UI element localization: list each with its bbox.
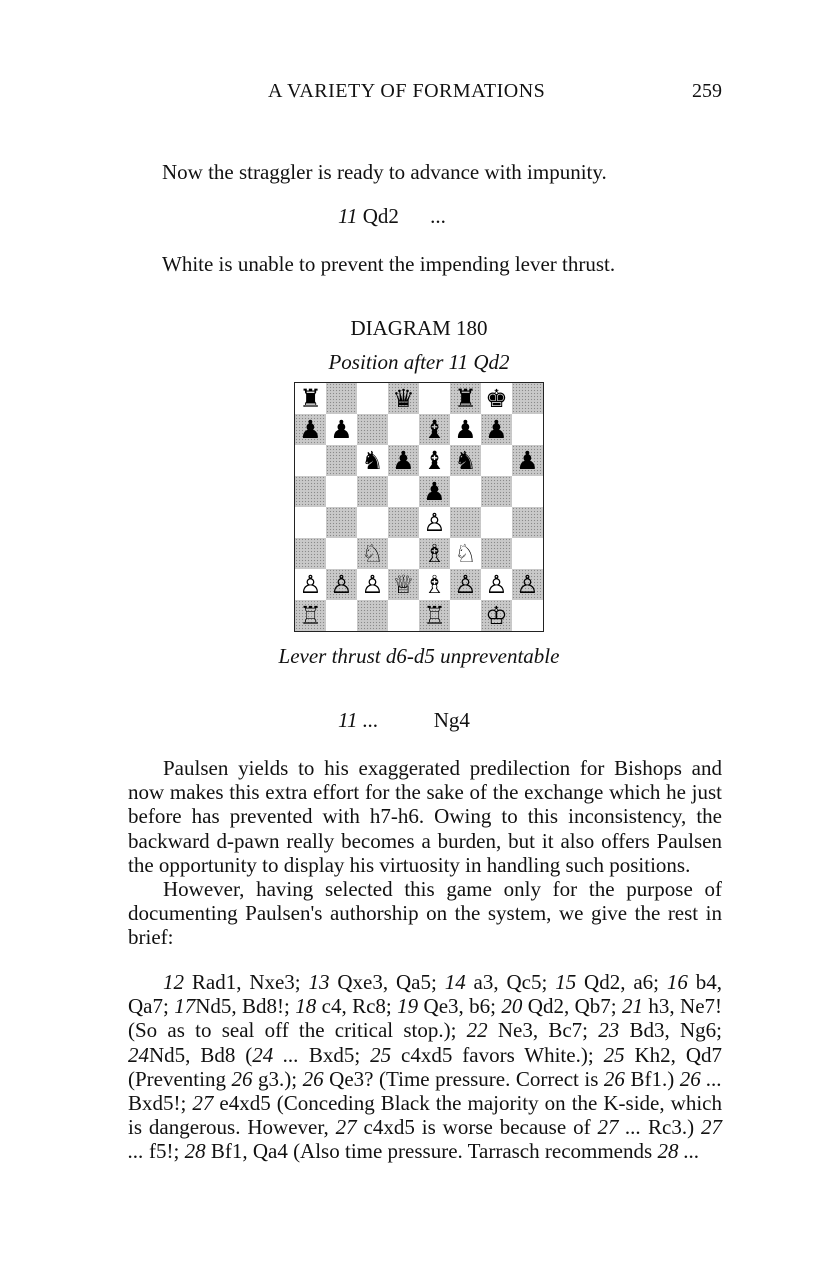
move-number: 26 [603, 1066, 625, 1091]
board-square [481, 538, 512, 569]
board-square [388, 476, 419, 507]
move-text: Bd3, Ng6; [619, 1018, 722, 1043]
board-square [388, 383, 419, 414]
move-text: Kh2, Qd7 (Preventing [128, 1042, 723, 1091]
move-text: Qe3? (Time pressure. Correct is [323, 1066, 604, 1091]
board-square [512, 507, 543, 538]
board-square [388, 507, 419, 538]
move-number: 14 [444, 970, 466, 994]
board-square [481, 507, 512, 538]
move-number: 27 [192, 1091, 214, 1116]
move-text: Rad1, Nxe3; [184, 970, 309, 994]
board-square [481, 414, 512, 445]
board-square [419, 383, 450, 414]
diagram-caption: Lever thrust d6-d5 unpreventable [278, 644, 560, 668]
chess-piece-icon: ♟ [392, 446, 415, 475]
move-text: c4xd5 is worse because of [356, 1115, 598, 1140]
chess-piece-icon: ♟ [485, 415, 508, 444]
move-number: 15 [555, 970, 577, 994]
board-square [481, 383, 512, 414]
board-square [481, 569, 512, 600]
board-square [295, 476, 326, 507]
move-line-white [338, 204, 446, 229]
move-text: Rc3.) [641, 1115, 701, 1140]
chess-piece-icon: ♜ [299, 384, 322, 413]
move-number: 17 [174, 994, 196, 1019]
chess-piece-icon: ♙ [330, 570, 353, 599]
chess-piece-icon: ♟ [330, 415, 353, 444]
board-square [481, 476, 512, 507]
chess-piece-icon: ♛ [392, 384, 415, 413]
move-text: Ng4 [433, 708, 470, 732]
move-number: 26 [231, 1066, 253, 1091]
board-square [481, 600, 512, 631]
page-header [0, 80, 838, 106]
move-number: 28 [184, 1139, 206, 1164]
chess-piece-icon: ♟ [423, 477, 446, 506]
move-text: e4xd5 (Conceding Black the majority on the K-side, which is dangerous. However, [128, 1091, 722, 1140]
board-square [357, 569, 388, 600]
move-text: Bxd5; [298, 1042, 371, 1067]
chess-piece-icon: ♚ [485, 384, 508, 413]
move-number: 16 [666, 970, 688, 994]
move-text: Ne3, Bc7; [487, 1018, 599, 1043]
board-square [357, 383, 388, 414]
board-square [450, 476, 481, 507]
board-square [326, 414, 357, 445]
chess-piece-icon: ♙ [361, 570, 384, 599]
board-square [326, 507, 357, 538]
board-square [512, 569, 543, 600]
board-square [512, 538, 543, 569]
board-square [357, 476, 388, 507]
board-square [357, 507, 388, 538]
move-text: Qd2 [362, 204, 399, 228]
move-text: Qxe3, Qa5; [329, 970, 445, 994]
page-number: 259 [692, 80, 722, 102]
board-square [419, 476, 450, 507]
board-square [450, 383, 481, 414]
chess-piece-icon: ♝ [423, 446, 446, 475]
chess-piece-icon: ♔ [485, 601, 508, 630]
move-text: Qd2, Qb7; [522, 994, 622, 1019]
board-square [295, 569, 326, 600]
chess-piece-icon: ♟ [454, 415, 477, 444]
board-square [295, 383, 326, 414]
move-number: 26 ... [679, 1066, 723, 1091]
move-number: 11 [338, 708, 358, 732]
board-square [326, 383, 357, 414]
board-square [450, 507, 481, 538]
intro-text: Now the straggler is ready to advance with impunity. [162, 160, 607, 184]
move-text: Qe3, b6; [418, 994, 502, 1019]
diagram-title: DIAGRAM 180 [350, 316, 488, 340]
chess-piece-icon: ♕ [392, 570, 415, 599]
board-square [419, 569, 450, 600]
board-square [357, 445, 388, 476]
board-square [481, 445, 512, 476]
move-text: c4, Rc8; [316, 994, 398, 1019]
board-square [450, 538, 481, 569]
move-text: b4, Qa7; [128, 970, 722, 1019]
board-square [357, 414, 388, 445]
commentary-paragraph: However, having selected this game only for the purpose of documenting Paulsen's authorship on the system, we give the rest in brief: [128, 877, 722, 950]
board-square [357, 538, 388, 569]
chess-piece-icon: ♘ [361, 539, 384, 568]
move-line-black [338, 708, 470, 733]
move-number: 25 [603, 1042, 625, 1067]
move-number: 28 ... [657, 1139, 700, 1164]
board-square [326, 569, 357, 600]
board-square [512, 476, 543, 507]
chess-piece-icon: ♞ [361, 446, 384, 475]
board-square [295, 507, 326, 538]
move-dots: ... [362, 708, 379, 732]
move-text: a3, Qc5; [465, 970, 556, 994]
move-text: Bxd5!; [128, 1091, 193, 1116]
move-text: Bf1.) [624, 1066, 680, 1091]
chess-piece-icon: ♖ [299, 601, 322, 630]
board-square [326, 538, 357, 569]
board-square [419, 445, 450, 476]
chess-piece-icon: ♖ [423, 601, 446, 630]
move-number: 12 [163, 970, 184, 994]
move-text: h3, Ne7! (So as to seal off the critical stop.); [128, 994, 723, 1043]
commentary-paragraph: Paulsen yields to his exaggerated predilection for Bishops and now makes this extra effort for the sake of the exchange which he just before has prevented with h7-h6. Owing to this inconsistency, the backward d-pawn really becomes a burden, but it also offers Paulsen the opportunity to display his virtuosity in handling such positions. [128, 756, 722, 877]
board-square [512, 414, 543, 445]
move-number: 23 [598, 1018, 620, 1043]
move-text: Nd5, Bd8!; [195, 994, 296, 1019]
move-number: 27 ... [128, 1115, 722, 1164]
move-number: 19 [397, 994, 419, 1019]
move-text: f5!; [143, 1139, 185, 1164]
board-square [450, 569, 481, 600]
move-number: 11 [338, 204, 358, 228]
move-number: 21 [622, 994, 643, 1019]
board-square [388, 445, 419, 476]
board-square [326, 445, 357, 476]
chess-piece-icon: ♙ [423, 508, 446, 537]
board-square [326, 600, 357, 631]
board-square [512, 600, 543, 631]
chess-piece-icon: ♘ [454, 539, 477, 568]
chess-piece-icon: ♙ [454, 570, 477, 599]
move-number: 22 [466, 1018, 488, 1043]
board-square [419, 600, 450, 631]
chess-piece-icon: ♗ [423, 539, 446, 568]
board-square [326, 476, 357, 507]
comment-text: White is unable to prevent the impending lever thrust. [162, 252, 616, 276]
chess-piece-icon: ♟ [299, 415, 322, 444]
move-number: 27 ... [597, 1115, 642, 1140]
move-text: g3.); [252, 1066, 303, 1091]
board-square [450, 414, 481, 445]
board-square [450, 600, 481, 631]
board-square [419, 414, 450, 445]
move-number: 24 ... [252, 1042, 299, 1067]
board-square [450, 445, 481, 476]
board-square [295, 414, 326, 445]
board-square [419, 538, 450, 569]
chess-piece-icon: ♟ [516, 446, 539, 475]
chess-board [294, 382, 544, 632]
board-square [357, 600, 388, 631]
chess-piece-icon: ♙ [485, 570, 508, 599]
board-square [295, 538, 326, 569]
chess-piece-icon: ♞ [454, 446, 477, 475]
chess-piece-icon: ♙ [516, 570, 539, 599]
move-text: Nd5, Bd8 ( [149, 1042, 253, 1067]
move-text: c4xd5 favors White.); [391, 1042, 604, 1067]
move-number: 26 [302, 1066, 324, 1091]
board-square [295, 600, 326, 631]
chess-piece-icon: ♗ [423, 570, 446, 599]
chess-piece-icon: ♝ [423, 415, 446, 444]
move-text: Bf1, Qa4 (Also time pressure. Tarrasch recommends [205, 1139, 658, 1164]
diagram-subtitle: Position after 11 Qd2 [328, 350, 510, 374]
board-square [295, 445, 326, 476]
board-square [512, 383, 543, 414]
board-square [388, 600, 419, 631]
move-number: 25 [370, 1042, 392, 1067]
move-text: Qd2, a6; [576, 970, 667, 994]
move-number: 20 [501, 994, 523, 1019]
board-square [419, 507, 450, 538]
move-number: 27 [335, 1115, 357, 1140]
move-dots: ... [430, 204, 446, 228]
board-square [388, 569, 419, 600]
move-number: 13 [308, 970, 330, 994]
move-number: 24 [128, 1042, 149, 1067]
chess-piece-icon: ♙ [299, 570, 322, 599]
board-square [388, 538, 419, 569]
board-square [388, 414, 419, 445]
running-head: A VARIETY OF FORMATIONS [268, 80, 546, 102]
game-continuation [128, 970, 722, 1164]
chess-piece-icon: ♜ [454, 384, 477, 413]
board-square [512, 445, 543, 476]
move-number: 18 [295, 994, 317, 1019]
